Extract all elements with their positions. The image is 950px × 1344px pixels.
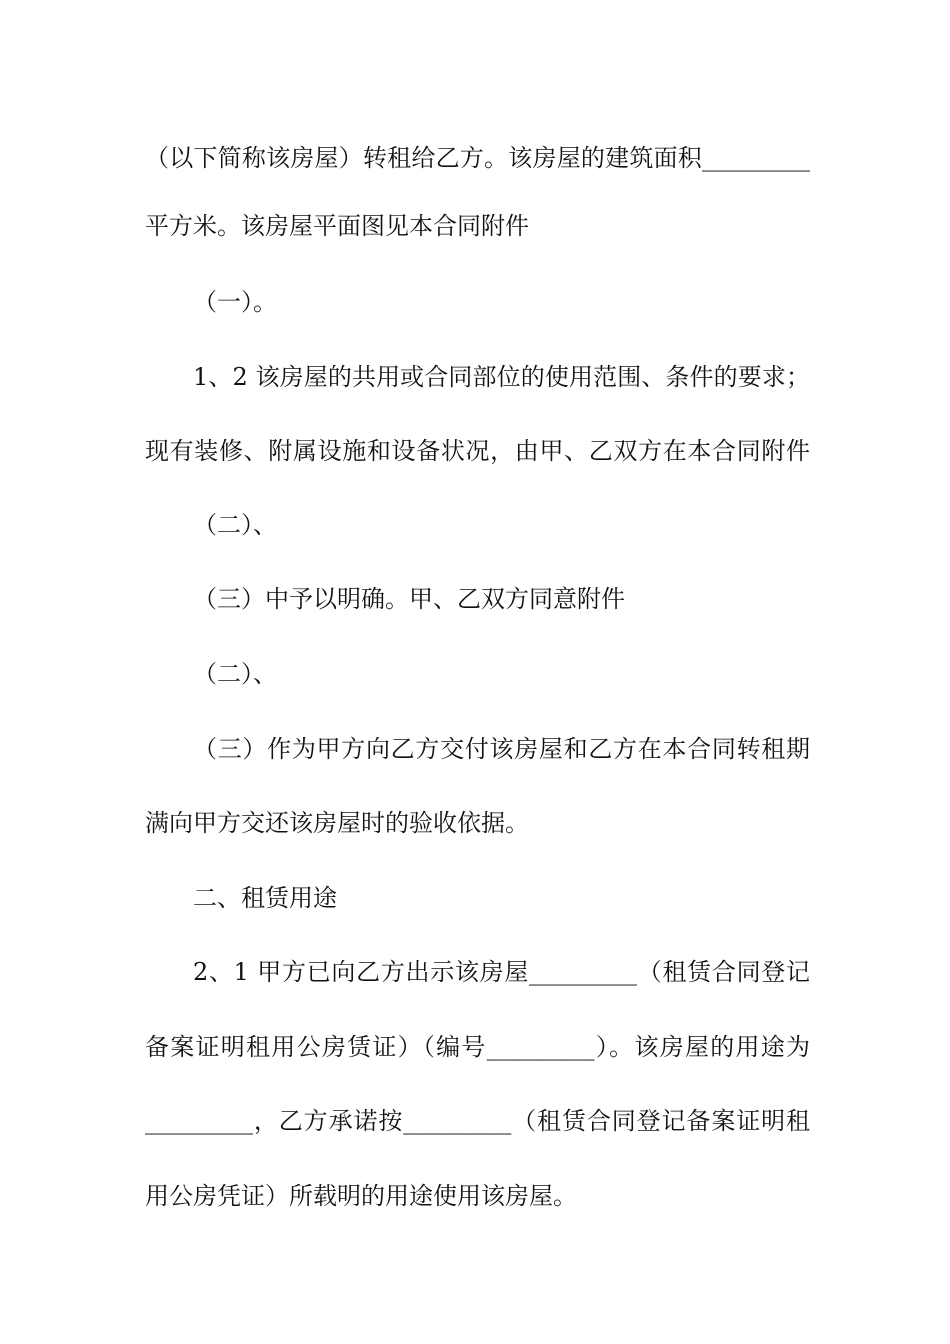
text-line-8: （二）、 xyxy=(193,660,277,688)
text-line-13: 备案证明租用公房赁证）（编号_________）。该房屋的用途为 xyxy=(145,1033,810,1061)
text-line-10: 满向甲方交还该房屋时的验收依据。 xyxy=(145,809,529,837)
text-line-1: （以下简称该房屋）转租给乙方。该房屋的建筑面积_________ xyxy=(145,144,810,172)
text-line-9: （三）作为甲方向乙方交付该房屋和乙方在本合同转租期 xyxy=(193,735,810,763)
text-line-15: 用公房凭证）所载明的用途使用该房屋。 xyxy=(145,1182,577,1210)
text-line-12: 2、1 甲方已向乙方出示该房屋_________（租赁合同登记 xyxy=(193,958,810,986)
text-line-4: 1、2 该房屋的共用或合同部位的使用范围、条件的要求； xyxy=(193,363,810,391)
text-line-5: 现有装修、附属设施和设备状况，由甲、乙双方在本合同附件 xyxy=(145,437,810,465)
text-line-3: （一）。 xyxy=(193,288,277,316)
text-line-7: （三）中予以明确。甲、乙双方同意附件 xyxy=(193,585,625,613)
text-line-2: 平方米。该房屋平面图见本合同附件 xyxy=(145,212,529,240)
section-heading: 二、租赁用途 xyxy=(193,884,337,912)
text-line-14: _________，乙方承诺按_________（租赁合同登记备案证明租 xyxy=(145,1107,810,1135)
text-line-6: （二）、 xyxy=(193,511,277,539)
